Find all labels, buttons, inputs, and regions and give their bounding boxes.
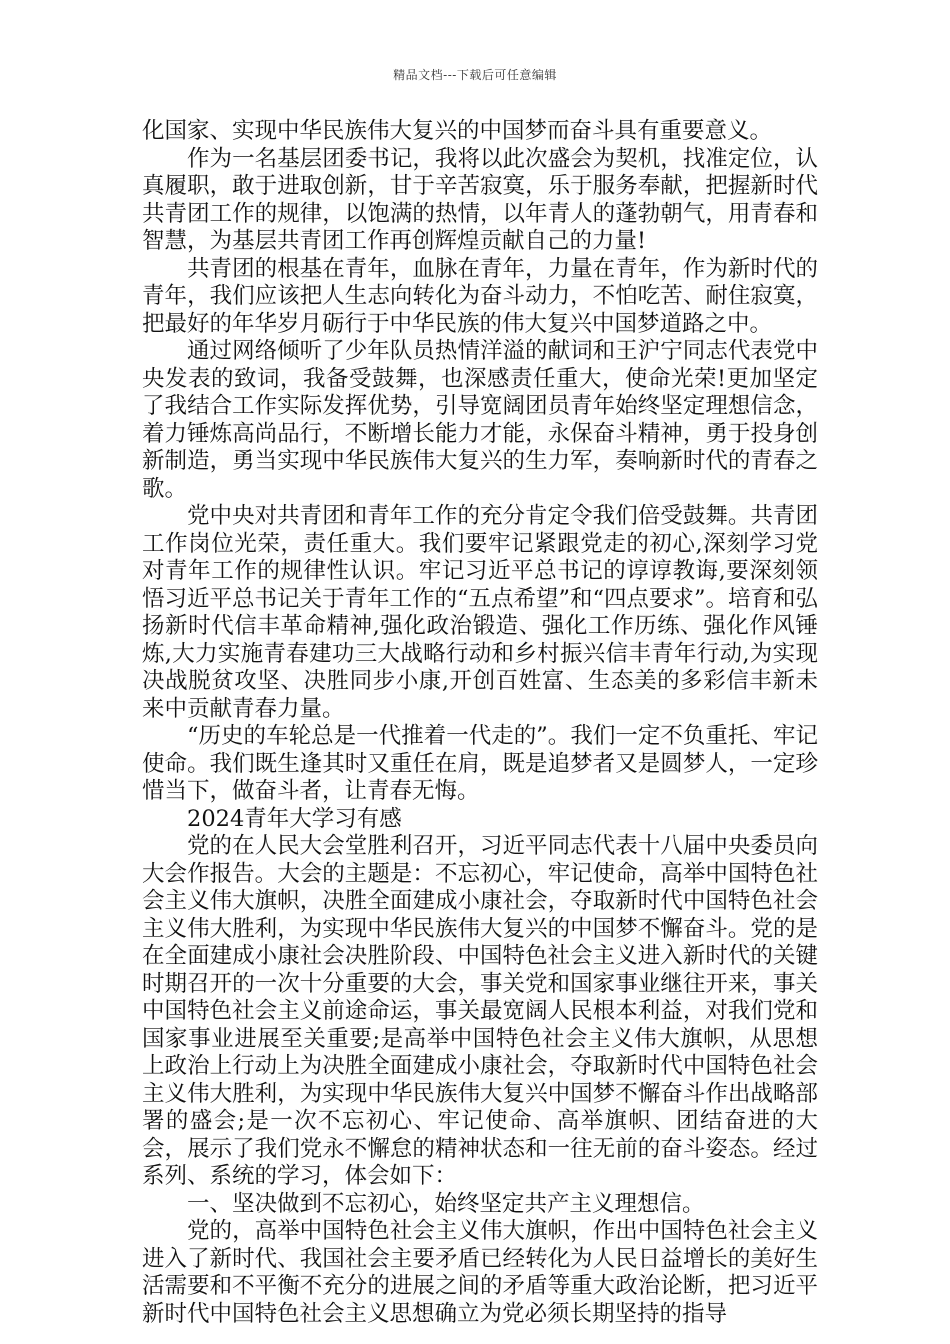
section-title: 2024青年大学习有感 — [187, 805, 402, 832]
paragraph: 党的，高举中国特色社会主义伟大旗帜，作出中国特色社会主义进入了新时代、我国社会主要矛盾已经转化为人民日益增长的美好生活需要和不平衡不充分的进展之间的矛盾等重大政治论断，把习近平新时代中国特色社会主义思想确立为党必须长期坚持的指导 — [142, 1218, 818, 1327]
page-header: 精品文档---下载后可任意编辑 — [393, 68, 557, 82]
section-heading: 一、坚决做到不忘初心，始终坚定共产主义理想信。 — [187, 1190, 705, 1217]
paragraph: 党中央对共青团和青年工作的充分肯定令我们倍受鼓舞。共青团工作岗位光荣，责任重大。我们要牢记紧跟党走的初心,深刻学习党对青年工作的规律性认识。牢记习近平总书记的谆谆教诲,要深刻领悟习近平总书记关于青年工作的“五点希望”和“四点要求”。培育和弘扬新时代信丰革命精神,强化政治锻造、强化工作历练、强化作风锤炼,大力实施青春建功三大战略行动和乡村振兴信丰青年行动,为实现决战脱贫攻坚、决胜同步小康,开创百姓富、生态美的多彩信丰新未来中贡献青春力量。 — [142, 503, 819, 722]
paragraph: 共青团的根基在青年，血脉在青年，力量在青年，作为新时代的青年，我们应该把人生志向转化为奋斗动力，不怕吃苦、耐住寂寞，把最好的年华岁月砺行于中华民族的伟大复兴中国梦道路之中。 — [142, 255, 818, 337]
paragraph: “历史的车轮总是一代推着一代走的”。我们一定不负重托、牢记使命。我们既生逢其时又重任在肩，既是追梦者又是圆梦人，一定珍惜当下，做奋斗者，让青春无悔。 — [142, 723, 818, 804]
document-body — [142, 118, 818, 1328]
paragraph: 通过网络倾听了少年队员热情洋溢的献词和王沪宁同志代表党中央发表的致词，我备受鼓舞，也深感责任重大，使命光荣!更加坚定了我结合工作实际发挥优势，引导宽阔团员青年始终坚定理想信念，着力锤炼高尚品行，不断增长能力才能，永保奋斗精神，勇于投身创新制造，勇当实现中华民族伟大复兴的生力军，奏响新时代的青春之歌。 — [142, 338, 818, 502]
paragraph: 作为一名基层团委书记，我将以此次盛会为契机，找准定位，认真履职，敢于进取创新，甘于辛苦寂寞，乐于服务奉献，把握新时代共青团工作的规律，以饱满的热情，以年青人的蓬勃朝气，用青春和智慧，为基层共青团工作再创辉煌贡献自己的力量! — [142, 145, 818, 254]
paragraph: 化国家、实现中华民族伟大复兴的中国梦而奋斗具有重要意义。 — [142, 118, 773, 144]
paragraph: 党的在人民大会堂胜利召开，习近平同志代表十八届中央委员向大会作报告。大会的主题是：不忘初心，牢记使命，高举中国特色社会主义伟大旗帜，决胜全面建成小康社会，夺取新时代中国特色社会主义伟大胜利，为实现中华民族伟大复兴的中国梦不懈奋斗。党的是在全面建成小康社会决胜阶段、中国特色社会主义进入新时代的关键时期召开的一次十分重要的大会，事关党和国家事业继往开来，事关中国特色社会主义前途命运，事关最宽阔人民根本利益，对我们党和国家事业进展至关重要;是高举中国特色社会主义伟大旗帜，从思想上政治上行动上为决胜全面建成小康社会，夺取新时代中国特色社会主义伟大胜利，为实现中华民族伟大复兴中国梦不懈奋斗作出战略部署的盛会;是一次不忘初心、牢记使命、高举旗帜、团结奋进的大会，展示了我们党永不懈怠的精神状态和一往无前的奋斗姿态。经过系列、系统的学习，体会如下： — [142, 833, 818, 1189]
